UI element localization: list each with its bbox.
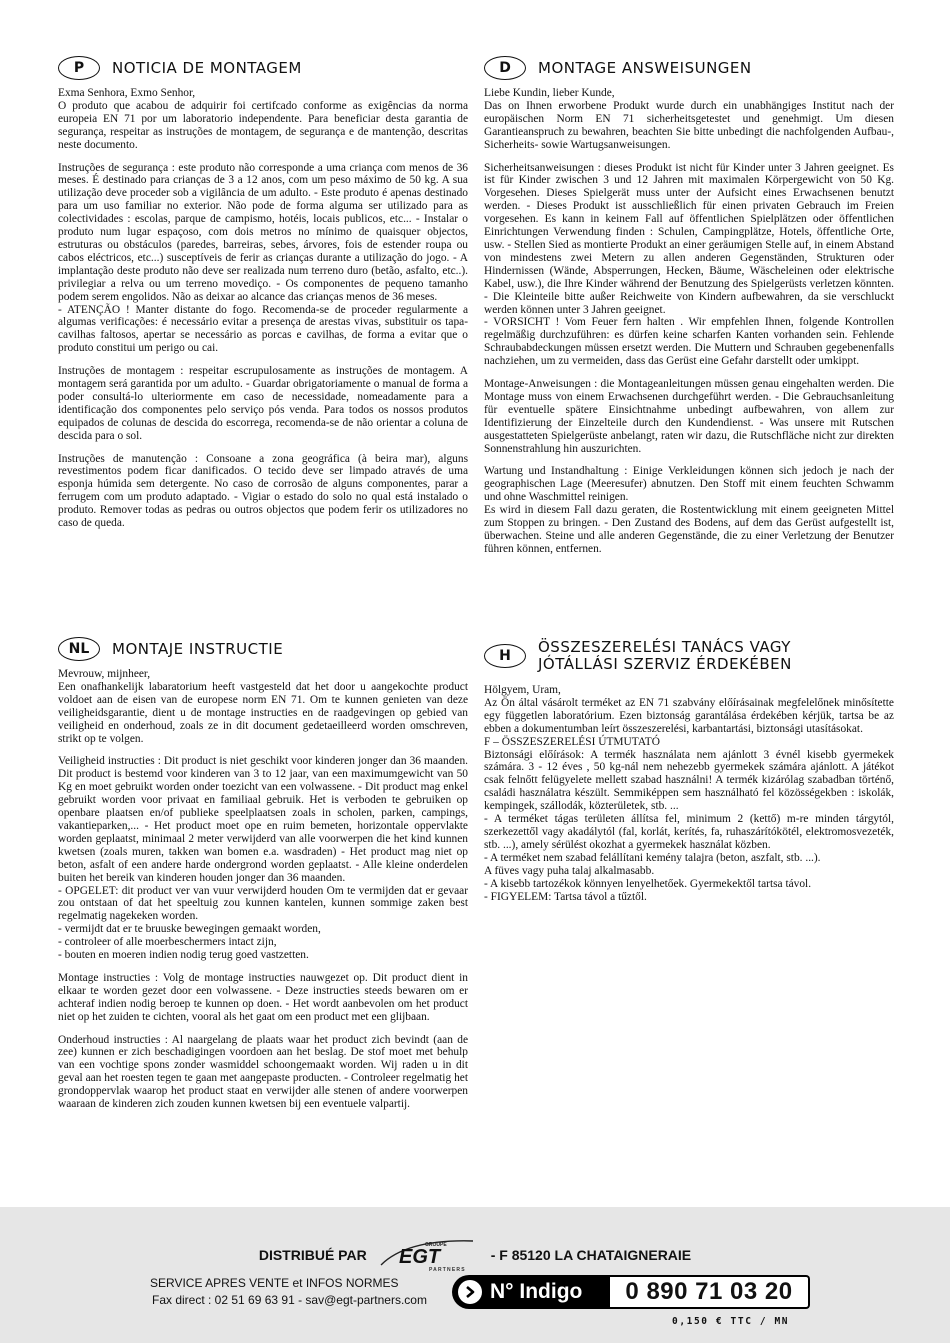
footer [0, 1207, 950, 1343]
logo-egt-text: EGT [398, 1246, 440, 1268]
sav-title: SERVICE APRES VENTE et INFOS NORMES [150, 1276, 399, 1290]
egt-logo [377, 1235, 481, 1275]
section-title-line: ÖSSZESZERELÉSI TANÁCS VAGY [538, 638, 791, 656]
call-tariff: 0,150 € TTC / MN [672, 1316, 790, 1327]
section-title: NOTICIA DE MONTAGEM [112, 58, 302, 77]
section-german [484, 55, 894, 566]
section-title: MONTAGE ANSWEISUNGEN [538, 58, 752, 77]
paragraph: Sicherheitsanweisungen : dieses Produkt ist nicht für Kinder unter 3 Jahren geeignet. Es ist für Kinder zwischen 3 und 12 Jahren mit maximalen Körpergewicht von 50 Kg. Vorgesehen. Dieses Spielgerät muss unter der Aufsicht eines Erwachsenen benutzt werden. - Dieses Produkt ist ausschließlich für einen privaten Gebrauch im Freien vorgesehen. Es kann in keinem Fall auf öffentlichen Spielplätzen oder öffentlichen Einrichtungen Verwendung finden : Schulen, Campingplätze, Hotels, öffentliche Orte, usw. - Stellen Sied as montierte Produkt an einer geräumigen Stelle auf, in einem Abstand von mindestens zwei Metern zu allen anderen Gegenständen, Strukturen oder Hindernissen (Wände, Absperrungen, Hecken, Bäume, Wäscheleinen oder elektrische Kabel, usw.), die Ihre Kinder während der Benutzung des Spielgerüsts verletzen könnten. - Die Kleinteile bitte außer Reichweite von Kindern aufbewahren, da sie verschluckt werden können unter 3 Jahren geeignet. - VORSICHT ! Vom Feuer fern halten . Wir empfehlen Ihnen, folgende Kontrollen regelmäßig durchzuführen: es dürfen keine scharfen Kanten vorhanden sein. Fehlende Schraubabdeckungen müssen ersetzt werden. Die Muttern und Schrauben gegebenenfalls nachziehen, um zu vermeiden, dass das Gerüst eine Gefahr darstellt oder umkippt. [484, 161, 894, 368]
language-badge: P [58, 56, 100, 80]
paragraph: Hölgyem, Uram, Az Ön által vásárolt terméket az EN 71 szabvány előírásainak megfelelőnek minősítette egy független laboratórium. Ezen biztonság garantálása érdekében kérjük, tartsa be az ebben a dokumentumban leírt összeszerelési, karbantartási, biztonsági utasításokat. F – ÖSSZESZERELÉSI ÚTMUTATÓ Biztonsági előírások: A termék használata nem ajánlott 3 évnél kisebb gyermekek számára. 3 - 12 éves , 50 kg-nál nem nehezebb gyermekek számára ajánlott. A játékot csak felnőtt felügyelete mellett szabad használni! A termék kizárólag szabadban történő, családi használatra készült. Semmiképpen sem használható fel közösségekben : iskolák, kempingek, szállodák, közterületek, stb. ... - A terméket tágas területen állítsa fel, minimum 2 (kettő) m-re minden tárgytól, szerkezettől vagy akadálytól (fal, korlát, kerítés, fa, ruhaszárítókötél, elektromosvezeték, stb. ...), amely sérülést okozhat a gyermekek használat közben. - A terméket nem szabad felállítani kemény talajra (beton, aszfalt, stb. ...). A füves vagy puha talaj alkalmasabb. - A kisebb tartozékok könnyen lenyelhetőek. Gyermekektől tartsa távol. - FIGYELEM: Tartsa távol a tűztől. [484, 684, 894, 903]
indigo-label-block [452, 1275, 610, 1309]
section-body [484, 87, 894, 556]
language-badge: D [484, 56, 526, 80]
indigo-label: N° Indigo [490, 1280, 583, 1303]
section-body [484, 684, 894, 903]
paragraph: Veiligheid instructies : Dit product is niet geschikt voor kinderen jonger dan 36 maanden. Dit product is bestemd voor kinderen van 3 to 12 jaar, van een maximumgewicht van 50 Kg en moet gebruikt worden onder toezicht van een volwassene. - Dit product mag enkel gebruikt worden voor privaat en familiaal gebruik. Het is verboden te gebruiken op openbare plaatsen en/of publieke speelplaatsen zoals in scholen, parken, campings, vakantieparken,... - Het product moet ope en ruim bemeten, horizontale oppervlakte worden geplaatst, minimaal 2 meter verwijderd van alle voorwerpen die het kind kunnen kwetsen (zoals muren, takken wan bomen e.a. wasdraden) - Het product mag niet op beton, asfalt of een andere harde ondergrond worden geplaatst. - Alle kleine onderdelen buiten het bereik van kinderen houden jonger dan 36 maanden. - OPGELET: dit product ver van vuur verwijderd houden Om te vermijden dat er gevaar zou ontstaan of dat het speeltuig zou kunnen kantelen, kunnen sommige zaken best regelmatig nagekeken worden. - vermijdt dat er te bruuske bewegingen gemaakt worden, - controleer of alle moerbeschermers intact zijn, - bouten en moeren indien nodig terug goed vastzetten. [58, 755, 468, 962]
section-title: MONTAJE INSTRUCTIE [112, 639, 284, 658]
language-badge: NL [58, 637, 100, 661]
section-header [484, 55, 894, 81]
arrow-right-icon [458, 1280, 482, 1304]
paragraph: Instruções de montagem : respeitar escrupulosamente as instruções de montagem. A montagem será garantida por um adulto. - Guardar obrigatoriamente o manual de forma a poder consultá-lo ulteriormente em caso de necessidade, nomeadamente para a identificação dos componentes pelo serviço pós venda. Para todos os nossos produtos equipados de colunas de descida do escorrega, recomenda-se de não orientar a coluna de descida para o sol. [58, 365, 468, 442]
indigo-number-box [452, 1275, 810, 1309]
after-sales-info [150, 1275, 427, 1309]
paragraph: Onderhoud instructies : Al naargelang de plaats waar het product zich bevindt (aan de zee) kunnen er zich beschadigingen voordoen aan het beslag. De stof moet met behulp van een vochtige spons zonder wasmiddel schoongemaakt worden. Wij raden u in dit geval aan het roesten tegen te gaan met aangepaste producten. - Controleer regelmatig het grondoppervlak waarop het product staat en verwijder alle stenen of andere voorwerpen waaraan de kinderen zich zouden kunnen kwetsen bij een eventuele valpartij. [58, 1033, 468, 1111]
section-title-line: JÓTÁLLÁSI SZERVIZ ÉRDEKÉBEN [538, 655, 792, 673]
distributor-address: - F 85120 LA CHATAIGNERAIE [490, 1247, 692, 1263]
paragraph: Instruções de segurança : este produto não corresponde a uma criança com menos de 36 meses. É destinado para crianças de 3 a 12 anos, com um peso máximo de 50 kg. A sua utilização deve proceder sob a vigilância de um adulto. - Este produto é apenas destinado para um uso familiar no exterior. Não pode de forma alguma ser utilizado para as colectividades : escolas, parque de campismo, hotéis, locais publicos, etc... - Instalar o produto num lugar espaçoso, com dois metros no mínimo de quaisquer objectos, estruturas ou obstáculos (paredes, barreiras, sebes, árvores, fois de estender roupa ou cabos eléctricos, etc...) susceptíveis de ferir as crianças durante a utilização do jogo. - A implantação deste produto não deve ser realizada num terreno duro (betão, asfalto, etc..). privilegiar a relva ou um terreno movediço. - Os componentes de pequeno tamanho podem serem engolidos. Não as deixar ao alcance das crianças menos de 36 meses. - ATENÇÃO ! Manter distante do fogo. Recomenda-se de proceder regularmente a algumas verificações: é necessário evitar a presença de arestas vivas, substituir os tapa-cavilhas faltosos, apertar se necessário as porcas e cavilhas, de forma a evitar que o produto constitui um perigo ou cai. [58, 161, 468, 355]
distributor-row [0, 1235, 950, 1275]
section-header [58, 636, 468, 662]
sav-contact: Fax direct : 02 51 69 63 91 - sav@egt-partners.com [152, 1293, 427, 1307]
section-dutch [58, 636, 468, 1121]
section-hungarian [484, 636, 894, 913]
paragraph: Wartung und Instandhaltung : Einige Verkleidungen können sich jedoch je nach der geographischen Lage (Meeresufer) abnutzen. Den Stoff mit einem feuchten Schwamm und ohne Waschmittel reinigen. Es wird in diesem Fall dazu geraten, die Rostentwicklung mit einem geeigneten Mittel zum Stoppen zu bringen. - Den Zustand des Bodens, auf dem das Gerüst aufgestellt ist, überwachen. Steine und alle anderen Gegenstände, die zu einer Verletzung der Benutzer führen können, entfernen. [484, 465, 894, 555]
paragraph: Liebe Kundin, lieber Kunde, Das on Ihnen erworbene Produkt wurde durch ein unabhängiges Institut nach der europäischen Norm EN 71 sicherheitsgetestet und genehmigt. Um diesen Garantieanspruch zu bewahren, beachten Sie bitte unbedingt die nachfolgenden Aufbau-, Sicherheits- sowie Wartugsanweisungen. [484, 87, 894, 151]
section-header [484, 636, 894, 676]
indigo-phone-number[interactable]: 0 890 71 03 20 [610, 1275, 810, 1309]
paragraph: Montage-Anweisungen : die Montageanleitungen müssen genau eingehalten werden. Die Montage muss von einem Erwachsenen durchgeführt werden. - Die Gebrauchsanleitung für eventuelle spätere Einsichtnahme unbedingt aufbewahren, von allem zur Identifizierung der Einzelteile durch den Kundendienst. - Was unsere mit Rutschen ausgestatteten Spielgerüste anbelangt, raten wir dazu, die Rutschfläche nicht zur direkten Sonnenstrahlung hin auszurichten. [484, 378, 894, 455]
logo-partners-text: PARTNERS [428, 1267, 466, 1273]
distributed-by-label: DISTRIBUÉ PAR [258, 1247, 367, 1263]
section-header [58, 55, 468, 81]
logo-groupe-text: GROUPE [424, 1242, 447, 1248]
language-badge: H [484, 644, 526, 668]
paragraph: Montage instructies : Volg de montage instructies nauwgezet op. Dit product dient in elkaar te worden gezet door een volwassene. - Deze instructies steeds bewaren om er achteraf indien nodig beroep te kunnen op doen. - Het wordt aanbevolen om het product niet op het zuiden te cichten, vooral als het gaat om een product met een glijbaan. [58, 971, 468, 1023]
paragraph: Exma Senhora, Exmo Senhor, O produto que acabou de adquirir foi certifcado conforme as exigências da norma europeia EN 71 por um laboratorio independente. Para beneficiar desta garantia de segurança, respeitar as instruções de montagem, de segurança e de mantenção, descritas neste documento. [58, 87, 468, 151]
paragraph: Instruções de manutenção : Consoane a zona geográfica (à beira mar), alguns revestimentos podem ficar danificados. O tecido deve ser limpado através de uma esponja húmida sem detergente. No caso de corrosão de alguns componentes, parar a ferrugem com um produto adaptado. - Vigiar o estado do solo no qual está instalado o produto. Remover todas as pedras ou outros objectos que podem ferir os utilizadores no caso de queda. [58, 452, 468, 530]
section-portuguese [58, 55, 468, 540]
section-title [538, 639, 792, 673]
paragraph: Mevrouw, mijnheer, Een onafhankelijk labaratorium heeft vastgesteld dat het door u aangekochte product voldoet aan de eisen van de europese norm EN 71. Om te kunnen genieten van deze veiligheidsgarantie, dient u de montage instructies en de raadgevingen op gebied van veiligheid en onderhoud, zoals ze in dit document gedetaeilleerd worden omschreven, strikt op te volgen. [58, 668, 468, 745]
section-body [58, 668, 468, 1111]
section-body [58, 87, 468, 530]
